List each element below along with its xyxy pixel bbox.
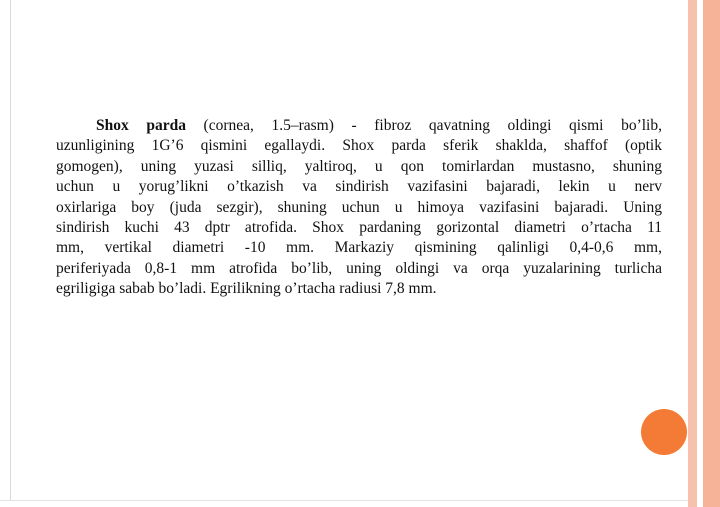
paragraph-line	[56, 116, 662, 136]
left-border-line	[10, 0, 11, 500]
paragraph-line: uzunligining 1G’6 qismini egallaydi. Shox parda sferik shaklda, shaffof (optik	[56, 137, 662, 155]
paragraph-line: mm, vertikal diametri -10 mm. Markaziy qismining qalinligi 0,4-0,6 mm,	[56, 239, 662, 257]
right-accent-stripe-outer	[703, 0, 720, 507]
paragraph-line: oxirlariga boy (juda sezgir), shuning uchun u himoya vazifasini bajaradi. Uning	[56, 198, 662, 216]
bottom-border-line	[0, 500, 688, 501]
paragraph-line-text: (cornea, 1.5–rasm) - fibroz qavatning oldingi qismi bo’lib,	[185, 117, 662, 134]
paragraph-line: uchun u yorug’likni o’tkazish va sindirish vazifasini bajaradi, lekin u nerv	[56, 178, 662, 196]
bold-term: Shox parda	[96, 117, 186, 134]
paragraph-line: egriligiga sabab bo’ladi. Egrilikning o’rtacha radiusi 7,8 mm.	[56, 280, 437, 298]
paragraph-line: gomogen), uning yuzasi silliq, yaltiroq, u qon tomirlardan mustasno, shuning	[56, 157, 662, 175]
orange-circle-decoration	[641, 409, 687, 455]
right-accent-stripe	[688, 0, 697, 507]
body-paragraph	[56, 116, 662, 300]
paragraph-line: periferiyada 0,8-1 mm atrofida bo’lib, uning oldingi va orqa yuzalarining turlicha	[56, 259, 662, 277]
paragraph-line: sindirish kuchi 43 dptr atrofida. Shox pardaning gorizontal diametri o’rtacha 11	[56, 219, 662, 237]
